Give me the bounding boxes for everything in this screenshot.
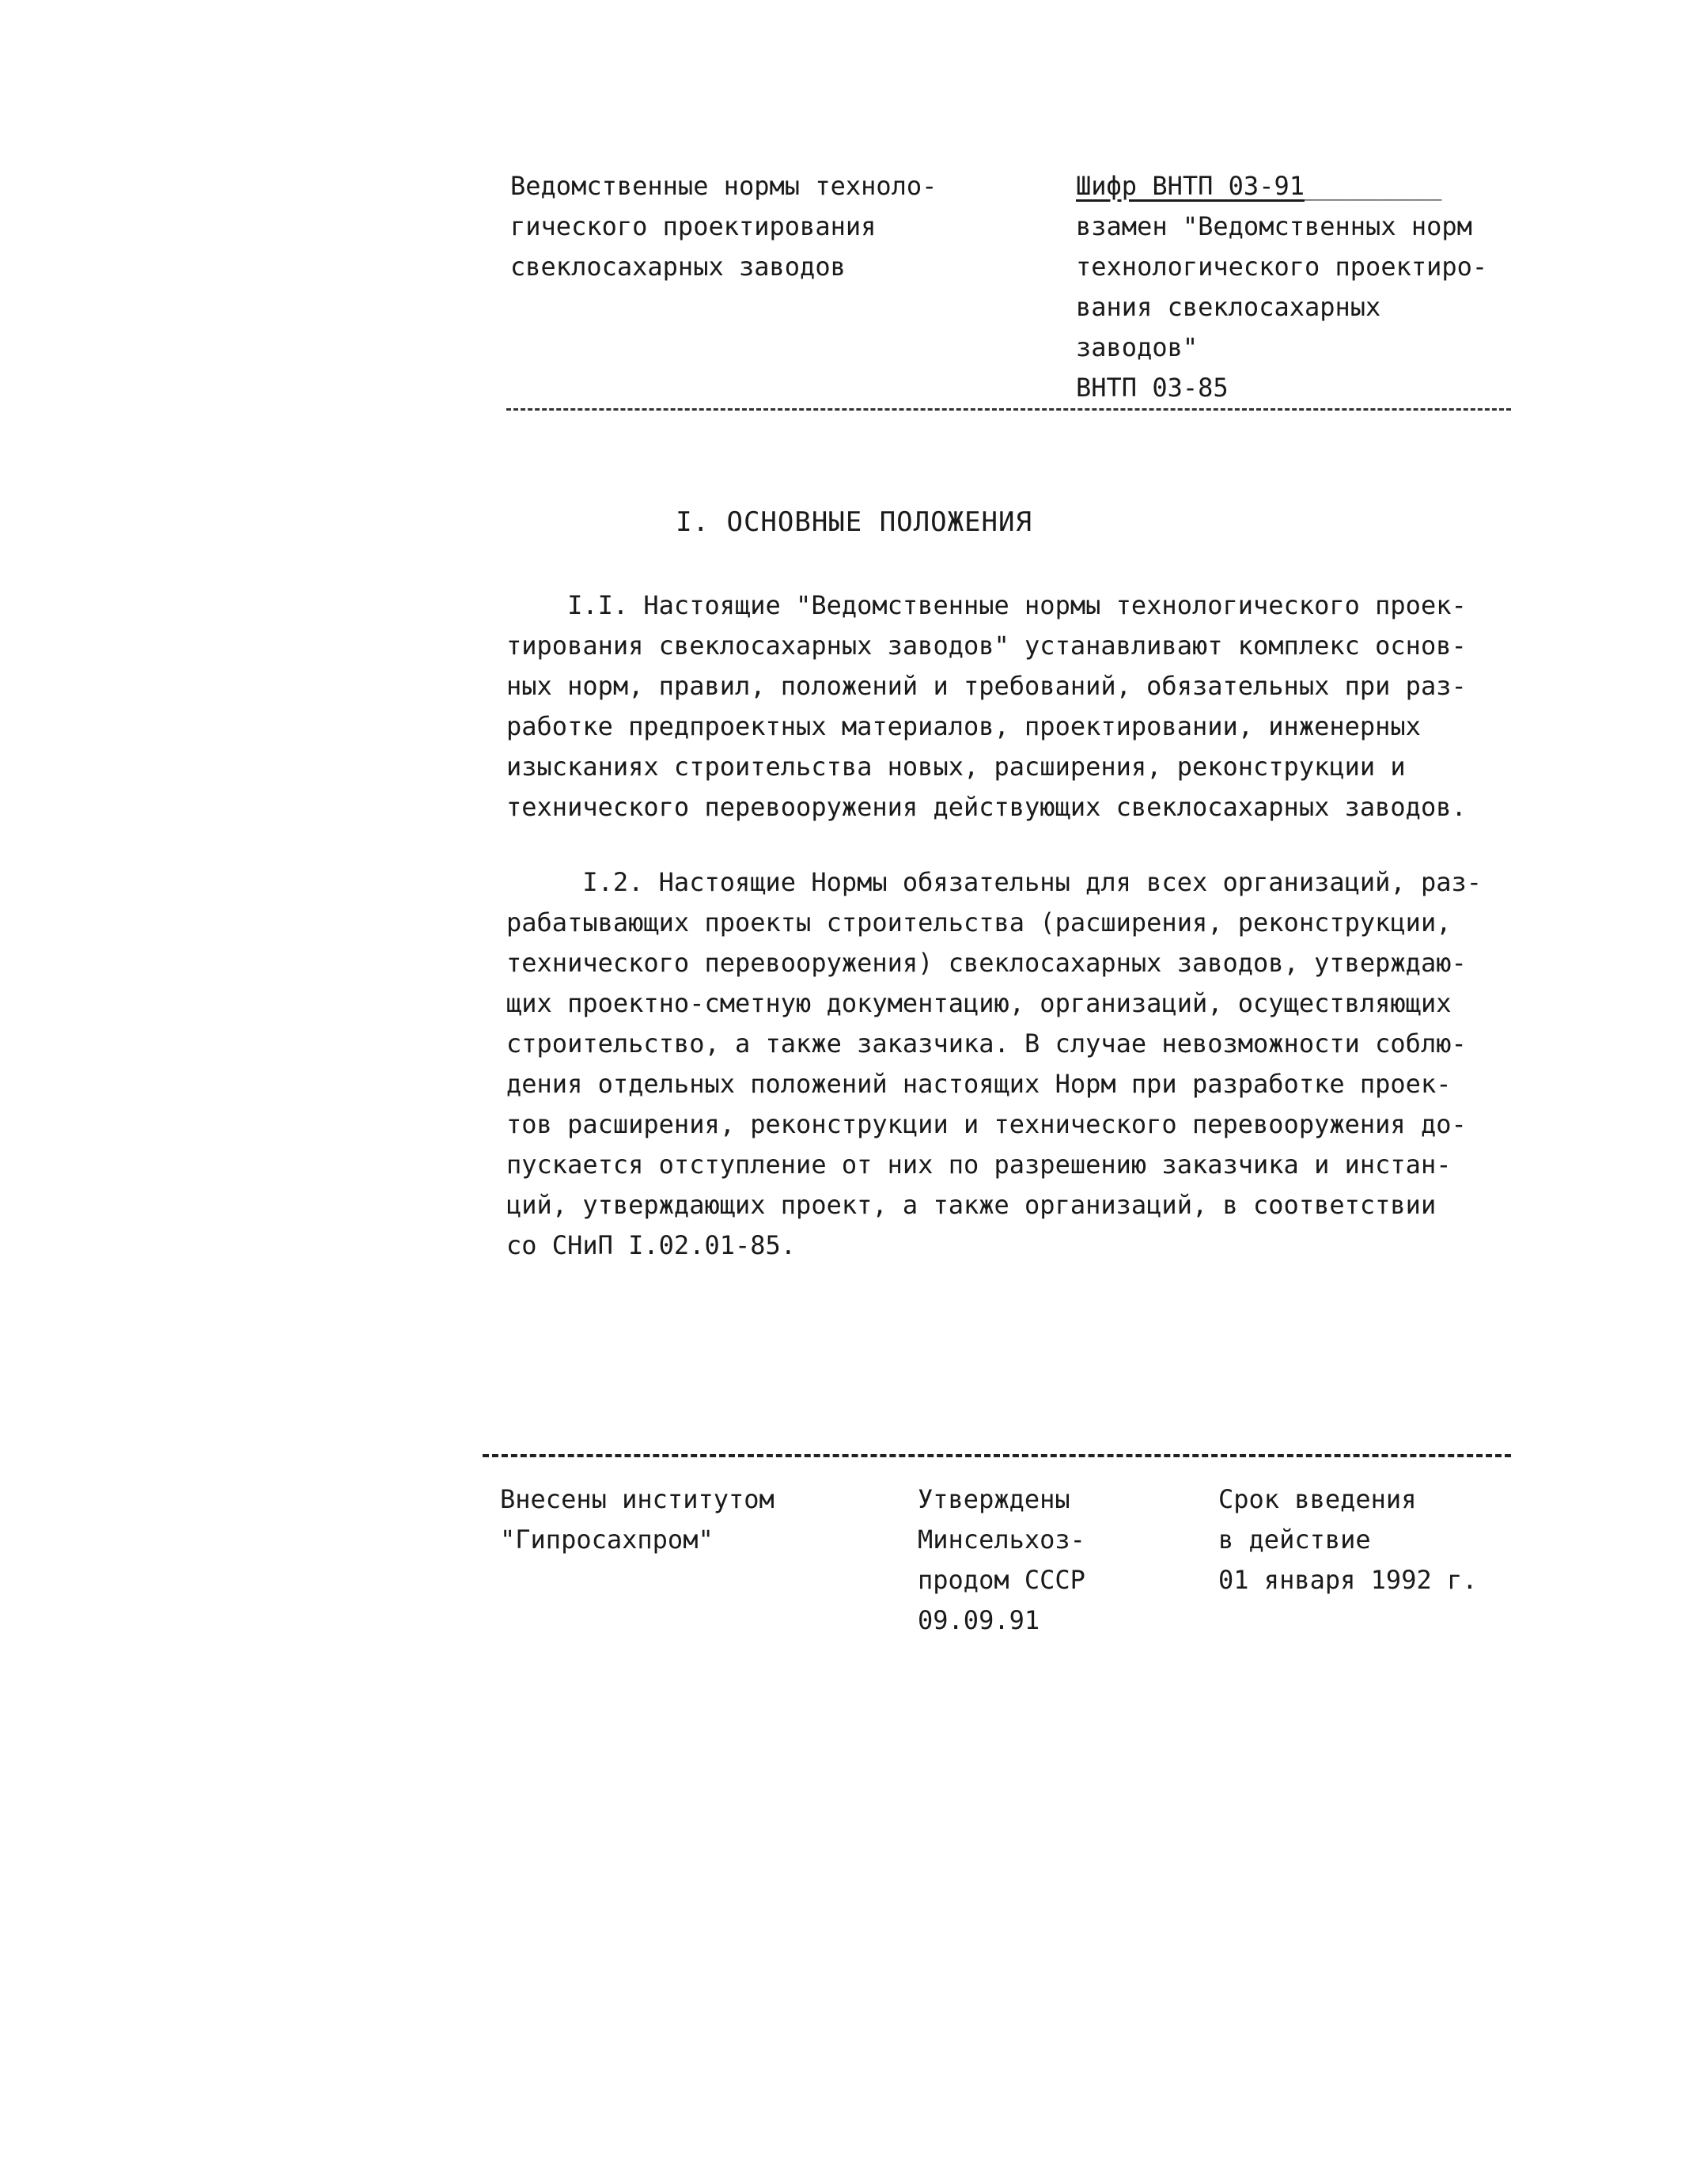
footer-line: 09.09.91: [918, 1605, 1040, 1635]
footer-line: Минсельхоз-: [918, 1525, 1085, 1555]
paragraph-line: тирования свеклосахарных заводов" устанавливают комплекс основ-: [506, 631, 1467, 661]
footer-line: продом СССР: [918, 1565, 1085, 1595]
paragraph-line: тов расширения, реконструкции и технического перевооружения до-: [506, 1109, 1467, 1139]
paragraph-line: со СНиП I.02.01-85.: [506, 1230, 797, 1260]
replaces-line: ВНТП 03-85: [1076, 373, 1229, 403]
paragraph-line: ных норм, правил, положений и требований, обязательных при раз-: [506, 671, 1467, 701]
document-cipher: Шифр ВНТП 03-91: [1076, 171, 1305, 201]
paragraph-line: I.2. Настоящие Нормы обязательны для всех организаций, раз-: [506, 867, 1482, 897]
title-line: Ведомственные нормы техноло-: [510, 171, 937, 201]
paragraph-line: строительство, а также заказчика. В случае невозможности соблю-: [506, 1028, 1467, 1059]
title-line: свеклосахарных заводов: [510, 252, 846, 282]
section-title: I. ОСНОВНЫЕ ПОЛОЖЕНИЯ: [676, 506, 1032, 538]
cipher-underline: _________: [1304, 171, 1442, 201]
paragraph-line: технического перевооружения) свеклосахарных заводов, утверждаю-: [506, 948, 1467, 978]
paragraph-line: дения отдельных положений настоящих Норм при разработке проек-: [506, 1069, 1452, 1099]
header-divider: [506, 408, 1511, 411]
footer-divider: [483, 1454, 1511, 1457]
paragraph-line: щих проектно-сметную документацию, организаций, осуществляющих: [506, 988, 1452, 1018]
cipher-line: [1076, 166, 1519, 206]
replaces-line: вания свеклосахарных: [1076, 292, 1381, 322]
footer-effective-date: [1218, 1479, 1478, 1600]
paragraph-line: технического перевооружения действующих свеклосахарных заводов.: [506, 792, 1467, 822]
paragraph-1-1: [506, 585, 1519, 828]
paragraph-1-2: [506, 862, 1519, 1266]
footer-approved-by: [918, 1479, 1085, 1641]
footer-line: Внесены институтом: [500, 1484, 774, 1514]
replaces-line: заводов": [1076, 332, 1199, 362]
document-title-block: [510, 166, 1017, 287]
replaces-line: технологического проектиро-: [1076, 252, 1488, 282]
paragraph-line: I.I. Настоящие "Ведомственные нормы технологического проек-: [506, 590, 1467, 620]
footer-line: в действие: [1218, 1525, 1371, 1555]
paragraph-line: изысканиях строительства новых, расширения, реконструкции и: [506, 752, 1406, 782]
footer-line: Утверждены: [918, 1484, 1070, 1514]
paragraph-line: работке предпроектных материалов, проектировании, инженерных: [506, 711, 1421, 741]
document-cipher-block: [1076, 166, 1519, 408]
footer-line: Срок введения: [1218, 1484, 1417, 1514]
paragraph-line: ций, утверждающих проект, а также организаций, в соответствии: [506, 1190, 1437, 1220]
footer-line: 01 января 1992 г.: [1218, 1565, 1478, 1595]
replaces-line: взамен "Ведомственных норм: [1076, 211, 1472, 241]
title-line: гического проектирования: [510, 211, 877, 241]
footer-line: "Гипросахпром": [500, 1525, 714, 1555]
paragraph-line: рабатывающих проекты строительства (расширения, реконструкции,: [506, 907, 1452, 937]
paragraph-line: пускается отступление от них по разрешению заказчика и инстан-: [506, 1150, 1452, 1180]
footer-submitted-by: [500, 1479, 774, 1560]
